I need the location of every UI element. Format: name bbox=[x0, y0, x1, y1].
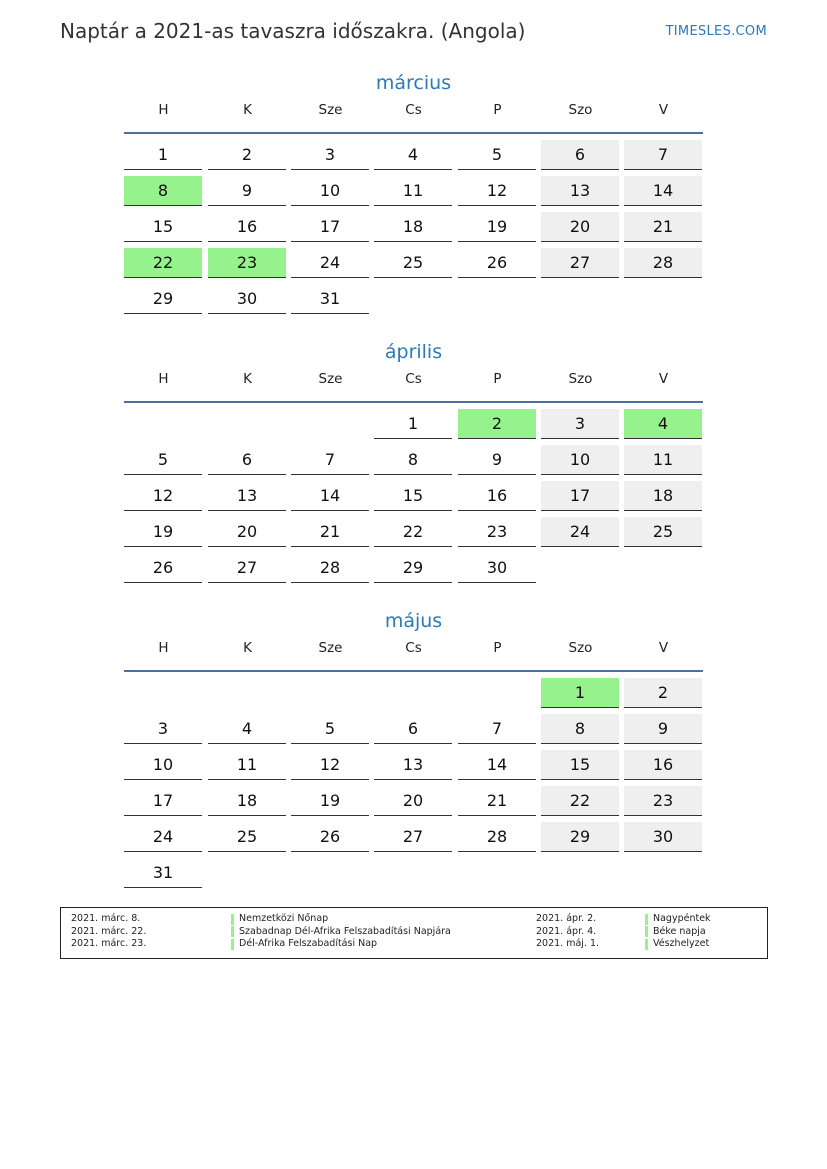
day-cell: 18 bbox=[208, 786, 286, 816]
day-cell: 5 bbox=[458, 140, 536, 170]
day-cell: 6 bbox=[541, 140, 619, 170]
weekday-label: Sze bbox=[318, 102, 343, 118]
day-cell: 6 bbox=[208, 445, 286, 475]
holiday-day-cell: 4 bbox=[624, 409, 702, 439]
weekday-label: V bbox=[658, 102, 669, 118]
day-cell: 25 bbox=[624, 517, 702, 547]
weekday-label: Cs bbox=[405, 371, 422, 387]
day-cell: 29 bbox=[374, 553, 452, 583]
brand-link[interactable]: TIMESLES.COM bbox=[665, 24, 767, 39]
legend-holiday-name: Vészhelyzet bbox=[653, 938, 710, 949]
day-cell: 30 bbox=[624, 822, 702, 852]
holiday-color-marker bbox=[231, 926, 234, 937]
day-cell: 28 bbox=[624, 248, 702, 278]
day-cell: 18 bbox=[624, 481, 702, 511]
day-cell: 12 bbox=[291, 750, 369, 780]
day-cell: 4 bbox=[374, 140, 452, 170]
legend-date: 2021. márc. 8. bbox=[71, 913, 141, 924]
day-cell: 8 bbox=[374, 445, 452, 475]
day-cell: 23 bbox=[458, 517, 536, 547]
day-cell: 9 bbox=[624, 714, 702, 744]
day-cell: 5 bbox=[291, 714, 369, 744]
day-cell: 19 bbox=[124, 517, 202, 547]
day-cell: 14 bbox=[624, 176, 702, 206]
day-cell: 21 bbox=[291, 517, 369, 547]
day-cell: 3 bbox=[124, 714, 202, 744]
day-cell: 28 bbox=[291, 553, 369, 583]
weekday-label: K bbox=[243, 640, 252, 656]
weekday-label: V bbox=[658, 371, 669, 387]
day-cell: 10 bbox=[124, 750, 202, 780]
day-cell: 16 bbox=[458, 481, 536, 511]
day-cell: 29 bbox=[541, 822, 619, 852]
day-cell: 11 bbox=[208, 750, 286, 780]
weekday-label: V bbox=[658, 640, 669, 656]
legend-date: 2021. márc. 23. bbox=[71, 938, 147, 949]
day-cell: 7 bbox=[458, 714, 536, 744]
day-cell: 28 bbox=[458, 822, 536, 852]
day-cell: 22 bbox=[374, 517, 452, 547]
holiday-legend bbox=[60, 907, 768, 959]
legend-date: 2021. ápr. 2. bbox=[536, 913, 597, 924]
weekday-label: Szo bbox=[568, 640, 593, 656]
weekday-header bbox=[124, 636, 703, 672]
day-cell: 16 bbox=[624, 750, 702, 780]
day-cell: 30 bbox=[458, 553, 536, 583]
day-cell: 15 bbox=[374, 481, 452, 511]
weekday-header bbox=[124, 367, 703, 403]
weekday-label: Sze bbox=[318, 371, 343, 387]
legend-date: 2021. márc. 22. bbox=[71, 925, 147, 937]
day-cell: 7 bbox=[624, 140, 702, 170]
day-cell: 29 bbox=[124, 284, 202, 314]
day-cell: 7 bbox=[291, 445, 369, 475]
day-cell: 23 bbox=[624, 786, 702, 816]
day-cell: 13 bbox=[541, 176, 619, 206]
day-cell: 15 bbox=[124, 212, 202, 242]
day-cell: 15 bbox=[541, 750, 619, 780]
day-cell: 8 bbox=[541, 714, 619, 744]
day-cell: 24 bbox=[124, 822, 202, 852]
holiday-day-cell: 1 bbox=[541, 678, 619, 708]
day-cell: 25 bbox=[208, 822, 286, 852]
weekday-label: H bbox=[158, 371, 169, 387]
day-cell: 30 bbox=[208, 284, 286, 314]
day-cell: 17 bbox=[291, 212, 369, 242]
day-cell: 2 bbox=[624, 678, 702, 708]
holiday-color-marker bbox=[231, 914, 234, 925]
weekday-label: P bbox=[493, 640, 502, 656]
day-cell: 26 bbox=[458, 248, 536, 278]
day-cell: 19 bbox=[291, 786, 369, 816]
day-cell: 11 bbox=[374, 176, 452, 206]
day-cell: 25 bbox=[374, 248, 452, 278]
day-cell: 27 bbox=[374, 822, 452, 852]
day-cell: 24 bbox=[291, 248, 369, 278]
month-title: április bbox=[384, 341, 443, 363]
month-april bbox=[124, 337, 703, 577]
day-cell: 20 bbox=[541, 212, 619, 242]
day-cell: 26 bbox=[291, 822, 369, 852]
day-cell: 27 bbox=[541, 248, 619, 278]
day-cell: 2 bbox=[208, 140, 286, 170]
legend-holiday-name: Nagypéntek bbox=[653, 913, 711, 924]
weekday-header bbox=[124, 98, 703, 134]
month-may bbox=[124, 606, 703, 882]
holiday-color-marker bbox=[645, 939, 648, 950]
weekday-label: Szo bbox=[568, 371, 593, 387]
day-cell: 20 bbox=[208, 517, 286, 547]
holiday-day-cell: 23 bbox=[208, 248, 286, 278]
weekday-label: K bbox=[243, 102, 252, 118]
day-cell: 18 bbox=[374, 212, 452, 242]
day-cell: 10 bbox=[291, 176, 369, 206]
day-cell: 21 bbox=[624, 212, 702, 242]
day-cell: 5 bbox=[124, 445, 202, 475]
month-title: március bbox=[375, 72, 452, 94]
holiday-day-cell: 2 bbox=[458, 409, 536, 439]
weekday-label: P bbox=[493, 371, 502, 387]
day-cell: 12 bbox=[124, 481, 202, 511]
day-cell: 12 bbox=[458, 176, 536, 206]
legend-holiday-name: Nemzetközi Nőnap bbox=[239, 913, 329, 924]
day-cell: 10 bbox=[541, 445, 619, 475]
holiday-color-marker bbox=[645, 914, 648, 925]
day-cell: 27 bbox=[208, 553, 286, 583]
day-cell: 4 bbox=[208, 714, 286, 744]
legend-date: 2021. ápr. 4. bbox=[536, 925, 597, 937]
day-cell: 1 bbox=[374, 409, 452, 439]
holiday-day-cell: 22 bbox=[124, 248, 202, 278]
day-cell: 16 bbox=[208, 212, 286, 242]
weekday-label: Sze bbox=[318, 640, 343, 656]
month-title: május bbox=[384, 610, 443, 632]
legend-date: 2021. máj. 1. bbox=[536, 938, 600, 949]
legend-holiday-name: Szabadnap Dél-Afrika Felszabadítási Napjára bbox=[239, 925, 451, 937]
weekday-label: Cs bbox=[405, 640, 422, 656]
day-cell: 17 bbox=[124, 786, 202, 816]
weekday-label: P bbox=[493, 102, 502, 118]
weekday-label: H bbox=[158, 640, 169, 656]
legend-holiday-name: Béke napja bbox=[653, 925, 706, 937]
day-cell: 26 bbox=[124, 553, 202, 583]
day-cell: 31 bbox=[291, 284, 369, 314]
day-cell: 6 bbox=[374, 714, 452, 744]
day-cell: 3 bbox=[291, 140, 369, 170]
day-cell: 9 bbox=[208, 176, 286, 206]
weekday-label: Cs bbox=[405, 102, 422, 118]
day-cell: 24 bbox=[541, 517, 619, 547]
weekday-label: H bbox=[158, 102, 169, 118]
month-march bbox=[124, 68, 703, 308]
day-cell: 13 bbox=[208, 481, 286, 511]
holiday-color-marker bbox=[231, 939, 234, 950]
day-cell: 20 bbox=[374, 786, 452, 816]
day-cell: 13 bbox=[374, 750, 452, 780]
day-cell: 14 bbox=[291, 481, 369, 511]
page-title: Naptár a 2021-as tavaszra időszakra. (Angola) bbox=[60, 19, 526, 43]
legend-holiday-name: Dél-Afrika Felszabadítási Nap bbox=[239, 938, 378, 949]
day-cell: 11 bbox=[624, 445, 702, 475]
day-cell: 19 bbox=[458, 212, 536, 242]
day-cell: 17 bbox=[541, 481, 619, 511]
weekday-label: Szo bbox=[568, 102, 593, 118]
day-cell: 1 bbox=[124, 140, 202, 170]
weekday-label: K bbox=[243, 371, 252, 387]
day-cell: 3 bbox=[541, 409, 619, 439]
day-cell: 14 bbox=[458, 750, 536, 780]
day-cell: 9 bbox=[458, 445, 536, 475]
day-cell: 31 bbox=[124, 858, 202, 888]
holiday-color-marker bbox=[645, 926, 648, 937]
day-cell: 21 bbox=[458, 786, 536, 816]
day-cell: 22 bbox=[541, 786, 619, 816]
holiday-day-cell: 8 bbox=[124, 176, 202, 206]
